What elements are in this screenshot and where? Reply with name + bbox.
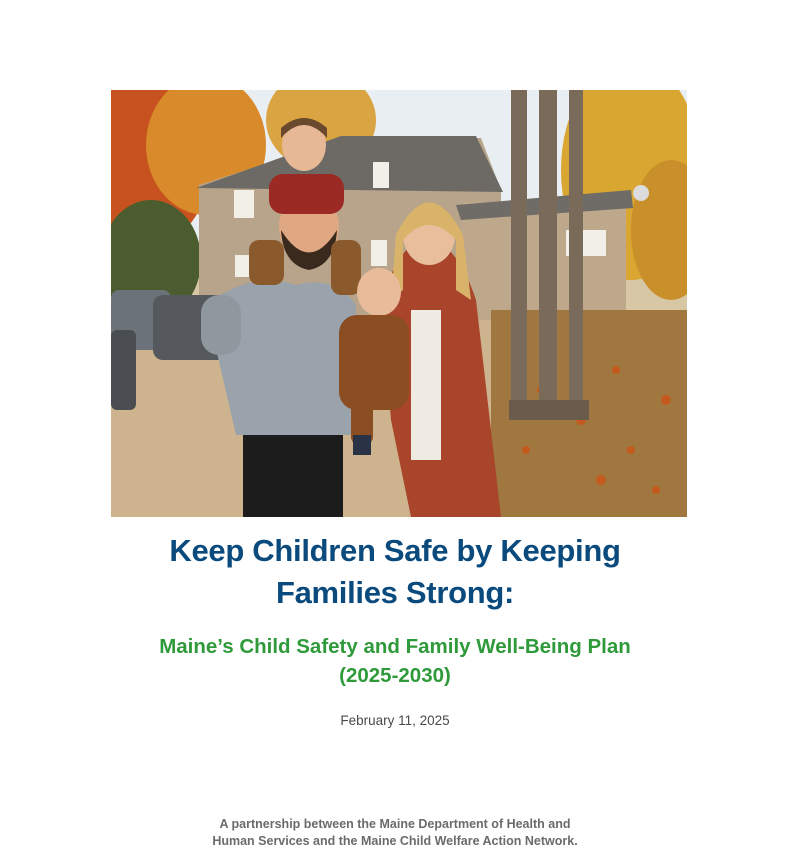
partnership-line-2: Human Services and the Maine Child Welfare Action Network. bbox=[212, 834, 578, 848]
title-line-1: Keep Children Safe by Keeping bbox=[169, 533, 621, 568]
partnership-note bbox=[0, 816, 790, 850]
publication-date: February 11, 2025 bbox=[340, 713, 450, 728]
tree-trunks bbox=[509, 90, 589, 420]
family-photo-illustration bbox=[111, 90, 687, 517]
subtitle-line-2: (2025-2030) bbox=[339, 664, 451, 687]
title-line-2: Families Strong: bbox=[275, 575, 515, 610]
partnership-line-1: A partnership between the Maine Department of Health and bbox=[219, 817, 571, 831]
page-subtitle bbox=[0, 632, 790, 690]
cover-photo bbox=[111, 90, 687, 517]
subtitle-line-1: Maine’s Child Safety and Family Well-Being Plan bbox=[159, 635, 631, 658]
page-title bbox=[0, 530, 790, 614]
